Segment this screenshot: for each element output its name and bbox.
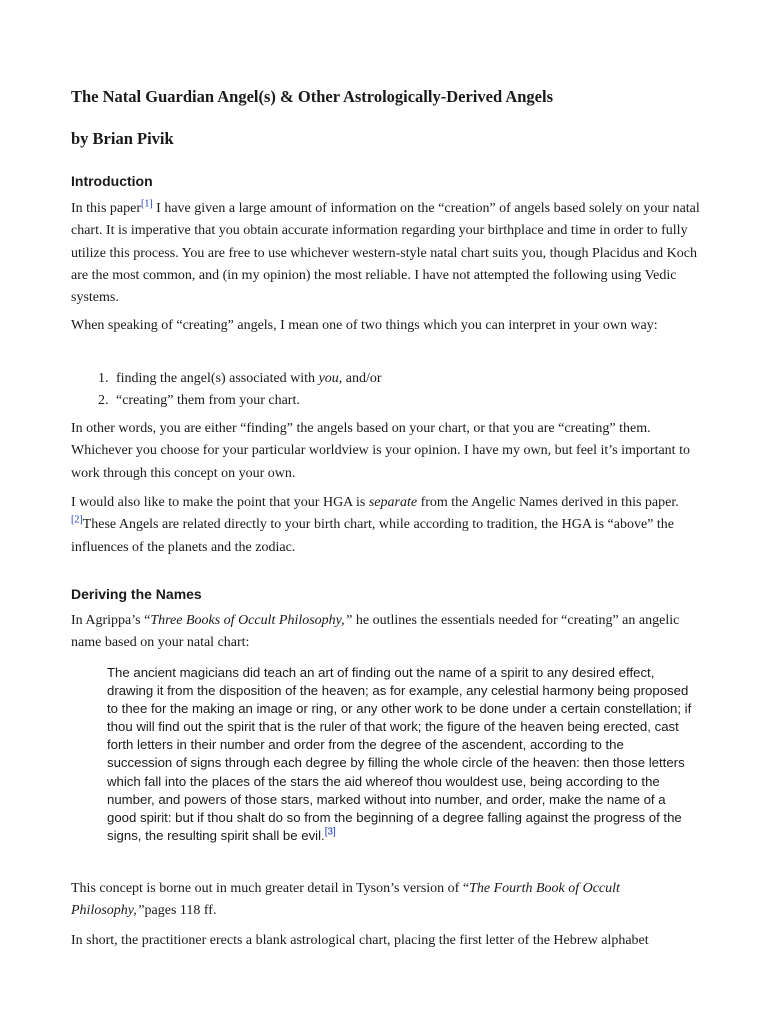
intro-paragraph-1: In this paper[1] I have given a large amount of information on the “creation” of angels based solely on your natal chart. It is imperative that you obtain accurate information regarding your birthplace and time in order to fully utilize this process. You are free to use whichever western-style natal chart suits you, though Placidus and Koch are the most common, and (in my opinion) the most reliable. I have not attempted the following using Vedic systems.: [71, 198, 700, 306]
list-item: 1. finding the angel(s) associated with you, and/or: [98, 371, 382, 386]
document-title: The Natal Guardian Angel(s) & Other Astrologically-Derived Angels: [71, 87, 554, 106]
deriving-paragraph-3: In short, the practitioner erects a blank astrological chart, placing the first letter of the Hebrew alphabet: [71, 933, 649, 948]
intro-paragraph-2: When speaking of “creating” angels, I mean one of two things which you can interpret in your own way:: [71, 318, 658, 333]
intro-paragraph-4: I would also like to make the point that your HGA is separate from the Angelic Names derived in this paper.[2]These Angels are related directly to your birth chart, while according to tradition, the HGA is “above” the influences of the planets and the zodiac.: [71, 495, 679, 555]
list-item: 2. “creating” them from your chart.: [98, 393, 300, 408]
section-heading-deriving: Deriving the Names: [71, 586, 202, 602]
deriving-paragraph-1: In Agrippa’s “Three Books of Occult Philosophy,” he outlines the essentials needed for “creating” an angelic name based on your natal chart:: [71, 613, 680, 651]
footnote-link-2[interactable]: [2]: [71, 514, 83, 526]
agrippa-blockquote: The ancient magicians did teach an art of finding out the name of a spirit to any desired effect, drawing it from the disposition of the heaven; as for example, any celestial harmony being proposed to thee for the making an image or ring, or any other work to be done under a certain constellation; if thou will find out the spirit that is the ruler of that work; the figure of the heaven being erected, cast forth letters in their number and order from the degree of the ascendent, according to the succession of signs through each degree by filling the whole circle of the heaven: then those letters which fall into the places of the stars the aid whereof thou wouldest use, being according to the number, and powers of those stars, marked without into number, and order, make the name of a good spirit: but if thou shalt do so from the beginning of a degree falling against the progress of the signs, the resulting spirit shall be evil.[3]: [107, 665, 692, 843]
deriving-paragraph-2: This concept is borne out in much greater detail in Tyson’s version of “The Fourth Book of Occult Philosophy,”pages 118 ff.: [71, 881, 620, 919]
footnote-link-3[interactable]: [3]: [324, 826, 336, 838]
numbered-list: [98, 368, 382, 412]
author-byline: by Brian Pivik: [71, 129, 174, 148]
section-heading-introduction: Introduction: [71, 173, 153, 189]
footnote-link-1[interactable]: [1]: [140, 198, 153, 210]
intro-paragraph-3: In other words, you are either “finding” the angels based on your chart, or that you are “creating” them. Whichever you choose for your particular worldview is your opinion. I have my own, but feel it’s important to work through this concept on your own.: [71, 421, 690, 481]
